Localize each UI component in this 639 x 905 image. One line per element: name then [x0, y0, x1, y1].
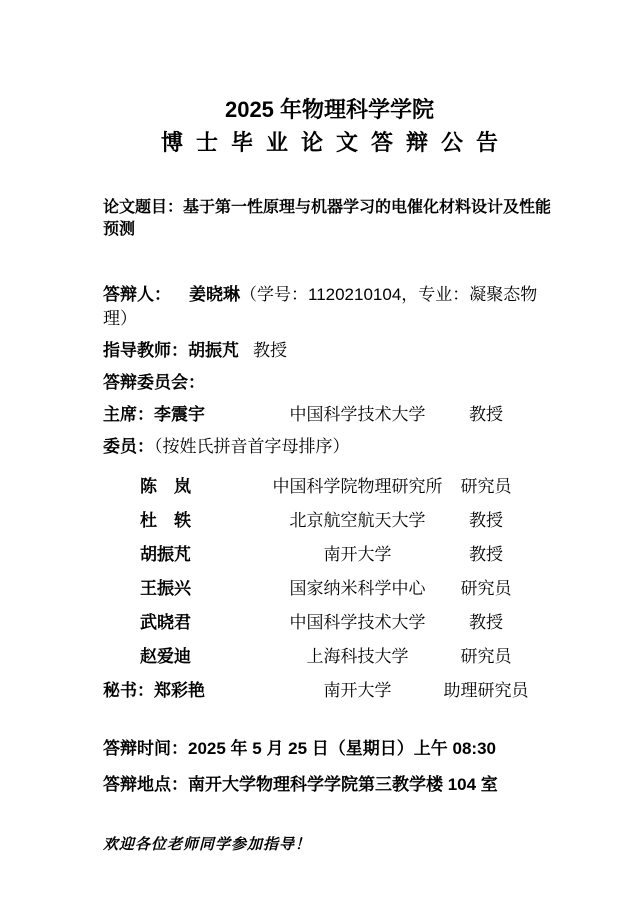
doc-title-line2: 博士毕业论文答辩公告 — [160, 130, 511, 155]
member-row — [103, 611, 556, 635]
member-row — [103, 577, 556, 601]
secretary-title: 助理研究员 — [443, 681, 529, 700]
secretary-row — [103, 679, 556, 703]
member-name: 王振兴 — [140, 579, 191, 598]
thesis-title: 基于第一性原理与机器学习的电催化材料设计及性能预测 — [103, 199, 552, 238]
member-name: 胡振芃 — [140, 545, 191, 564]
member-org: 上海科技大学 — [306, 647, 409, 666]
chair-label: 主席： — [103, 405, 154, 424]
committee-chair-row — [103, 403, 556, 427]
defense-location-label: 答辩地点： — [103, 775, 188, 794]
defense-time-line — [103, 737, 556, 761]
member-org: 南开大学 — [323, 545, 392, 564]
member-row — [103, 475, 556, 499]
secretary-label: 秘书： — [103, 681, 154, 700]
member-name: 赵爱迪 — [140, 647, 191, 666]
advisor-name: 胡振芃 — [188, 341, 239, 360]
member-name: 陈 岚 — [140, 477, 191, 496]
member-title: 研究员 — [460, 579, 512, 598]
doc-title-line1: 2025 年物理科学学院 — [224, 97, 435, 122]
committee-heading: 答辩委员会： — [103, 373, 205, 392]
member-title: 教授 — [469, 511, 503, 530]
chair-org: 中国科学技术大学 — [289, 405, 426, 424]
member-org: 中国科学院物理研究所 — [272, 477, 443, 496]
thesis-label: 论文题目： — [103, 199, 184, 216]
members-note: （按姓氏拼音首字母排序） — [154, 437, 350, 456]
thesis-title-line — [103, 197, 556, 241]
member-title: 研究员 — [460, 647, 512, 666]
footer-welcome-text: 欢迎各位老师同学参加指导！ — [103, 836, 312, 853]
defense-time-value: 2025 年 5 月 25 日（星期日）上午 08:30 — [188, 739, 497, 758]
candidate-label: 答辩人： — [103, 285, 171, 304]
chair-title: 教授 — [469, 405, 503, 424]
member-name: 杜 轶 — [140, 511, 191, 530]
member-org: 国家纳米科学中心 — [289, 579, 426, 598]
defense-time-label: 答辩时间： — [103, 739, 188, 758]
advisor-label: 指导教师： — [103, 341, 188, 360]
candidate-detail: （学号：1120210104，专业：凝聚态物理） — [103, 285, 538, 328]
secretary-name: 郑彩艳 — [154, 681, 205, 700]
secretary-org: 南开大学 — [323, 681, 392, 700]
advisor-line — [103, 339, 556, 363]
chair-name: 李震宇 — [154, 405, 205, 424]
members-label: 委员： — [103, 437, 154, 456]
advisor-title: 教授 — [253, 341, 287, 360]
member-name: 武晓君 — [140, 613, 191, 632]
member-row — [103, 509, 556, 533]
members-note-line — [103, 435, 556, 459]
member-row — [103, 645, 556, 669]
candidate-name: 姜晓琳 — [189, 285, 240, 304]
member-title: 研究员 — [460, 477, 512, 496]
member-org: 中国科学技术大学 — [289, 613, 426, 632]
defense-location-line — [103, 773, 556, 797]
member-title: 教授 — [469, 613, 503, 632]
member-org: 北京航空航天大学 — [289, 511, 426, 530]
member-row — [103, 543, 556, 567]
candidate-line — [103, 283, 556, 331]
member-title: 教授 — [469, 545, 503, 564]
defense-location-value: 南开大学物理科学学院第三教学楼 104 室 — [188, 775, 498, 794]
